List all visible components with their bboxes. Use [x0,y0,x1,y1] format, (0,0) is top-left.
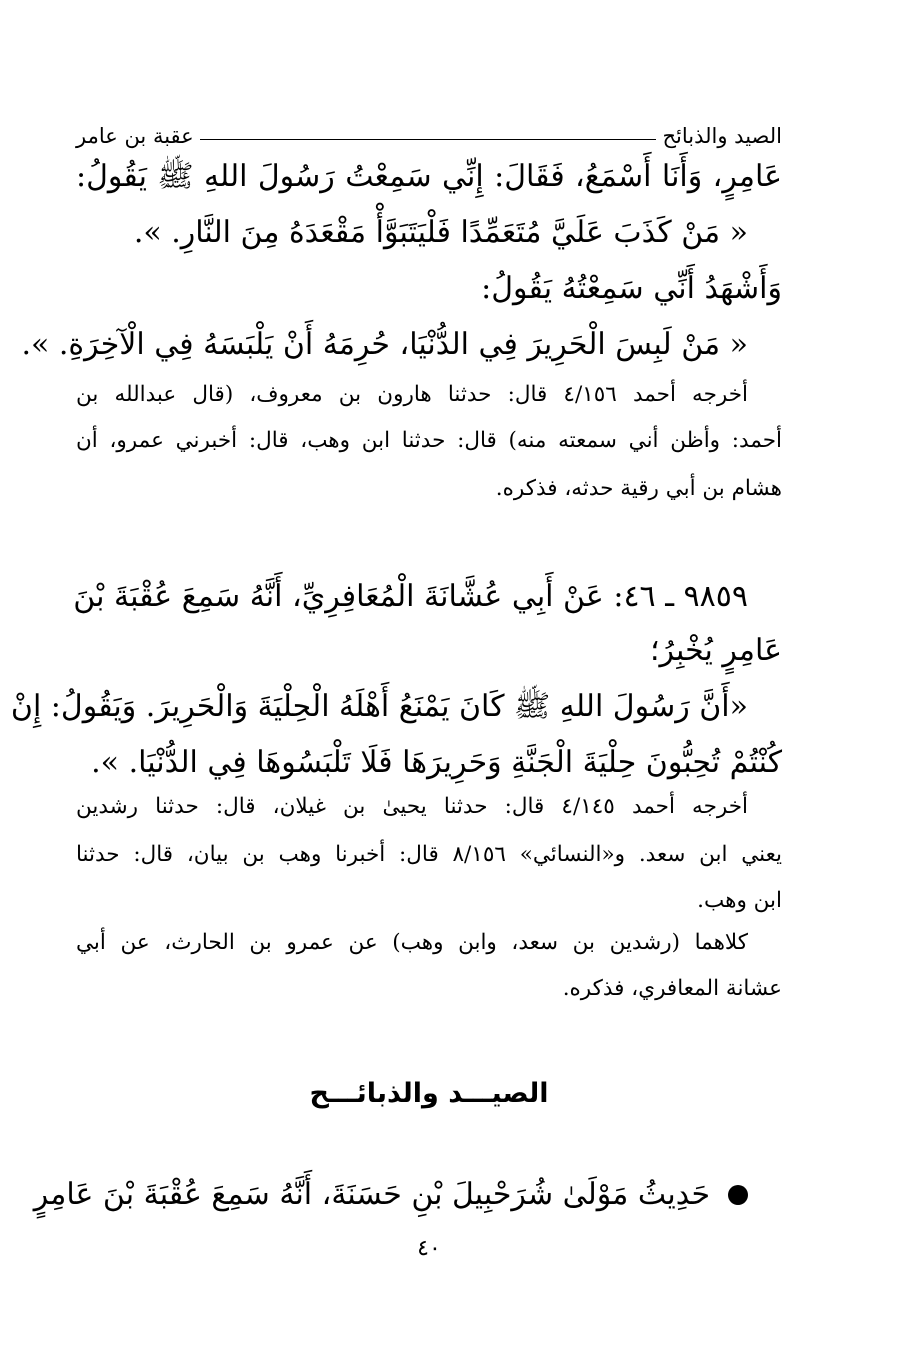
source-note-line: كلاهما (رشدين بن سعد، وابن وهب) عن عمرو بن الحارث، عن أبي [76,930,748,955]
hadith-text-line: كُنْتُمْ تُحِبُّونَ حِلْيَةَ الْجَنَّةِ وَحَرِيرَهَا فَلَا تَلْبَسُوهَا فِي الدُّنْيَا. ». [91,745,782,780]
hadith-text-line: ٩٨٥٩ ـ ٤٦: عَنْ أَبِي عُشَّانَةَ الْمُعَافِرِيِّ، أَنَّهُ سَمِعَ عُقْبَةَ بْنَ [73,579,748,614]
hadith-text-line: وَأَشْهَدُ أَنِّي سَمِعْتُهُ يَقُولُ: [481,271,782,306]
header-chapter-title: عقبة بن عامر [76,124,194,148]
bullet-entry [33,1168,782,1222]
hadith-text-line: عَامِرٍ، وَأَنَا أَسْمَعُ، فَقَالَ: إِنِّي سَمِعْتُ رَسُولَ اللهِ ﷺ يَقُولُ: [76,159,782,194]
hadith-text-line: « مَنْ لَبِسَ الْحَرِيرَ فِي الدُّنْيَا، حُرِمَهُ أَنْ يَلْبَسَهُ فِي الْآخِرَةِ. ». [21,327,748,362]
header-rule [200,139,657,140]
source-note-line: أخرجه أحمد ٤/١٤٥ قال: حدثنا يحيىٰ بن غيلان، قال: حدثنا رشدين [76,794,749,819]
running-header [76,118,782,148]
source-note-line: عشانة المعافري، فذكره. [562,976,782,1001]
hadith-text-line: «أَنَّ رَسُولَ اللهِ ﷺ كَانَ يَمْنَعُ أَهْلَهُ الْحِلْيَةَ وَالْحَرِيرَ. وَيَقُولُ: إِنْ [10,689,748,724]
source-note-line: يعني ابن سعد. و«النسائي» ٨/١٥٦ قال: أخبرنا وهب بن بيان، قال: حدثنا [76,842,782,867]
source-note-line: ابن وهب. [697,888,782,913]
hadith-text-line: عَامِرٍ يُخْبِرُ؛ [649,633,782,668]
header-book-title: الصيد والذبائح [662,124,782,148]
bullet-dot-icon [728,1185,748,1205]
bullet-entry-text: حَدِيثُ مَوْلَىٰ شُرَحْبِيلَ بْنِ حَسَنَةَ، أَنَّهُ سَمِعَ عُقْبَةَ بْنَ عَامِرٍ [33,1177,710,1212]
source-note-line: هشام بن أبي رقية حدثه، فذكره. [495,476,782,501]
section-title: الصيـــد والذبائـــح [309,1078,549,1109]
page-number: ٤٠ [417,1236,441,1261]
book-page [10,0,782,1348]
source-note-line: أحمد: وأظن أني سمعته منه) قال: حدثنا ابن وهب، قال: أخبرني عمرو، أن [76,428,782,453]
hadith-text-line: « مَنْ كَذَبَ عَلَيَّ مُتَعَمِّدًا فَلْيَتَبَوَّأْ مَقْعَدَهُ مِنَ النَّارِ. ». [133,215,748,250]
source-note-line: أخرجه أحمد ٤/١٥٦ قال: حدثنا هارون بن معروف، (قال عبدالله بن [76,382,748,407]
